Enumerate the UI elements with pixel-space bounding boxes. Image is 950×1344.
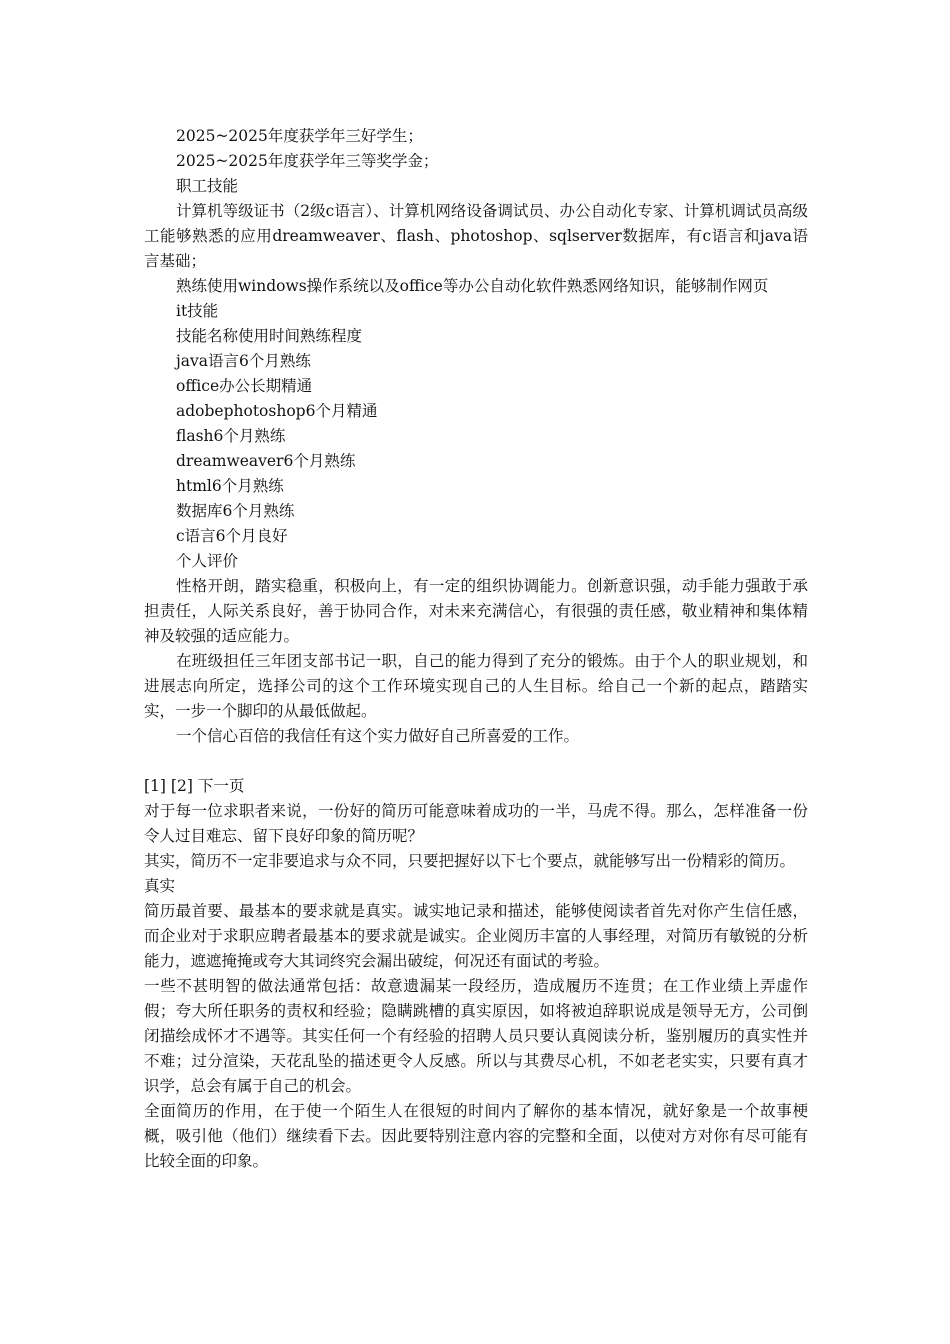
section-heading-skills: 职工技能 [176, 177, 239, 195]
skill-row: adobephotoshop6个月精通 [176, 402, 378, 420]
pagination [144, 774, 808, 799]
skill-row: html6个月熟练 [176, 477, 284, 495]
paragraph-completeness: 全面简历的作用，在于使一个陌生人在很短的时间内了解你的基本情况，就好象是一个故事梗概，吸引他（他们）继续看下去。因此要特别注意内容的完整和全面，以使对方对你有尽可能有比较全面的印象。 [144, 1102, 808, 1170]
skill-row: flash6个月熟练 [176, 427, 286, 445]
paragraph-experience: 在班级担任三年团支部书记一职，自己的能力得到了充分的锻炼。由于个人的职业规划，和进展志向所定，选择公司的这个工作环境实现自己的人生目标。给自己一个新的起点，踏踏实实，一步一个脚印的从最低做起。 [144, 652, 808, 720]
page-2-link[interactable]: [2] [170, 777, 193, 795]
page-1-link[interactable]: [1] [144, 777, 166, 795]
spacer [144, 749, 808, 774]
skills-table-header: 技能名称使用时间熟练程度 [176, 327, 363, 345]
skill-row: office办公长期精通 [176, 377, 313, 395]
paragraph-intro: 对于每一位求职者来说，一份好的简历可能意味着成功的一半，马虎不得。那么，怎样准备一份令人过目难忘、留下良好印象的简历呢？ [144, 802, 808, 845]
paragraph-unwise-practices: 一些不甚明智的做法通常包括：故意遗漏某一段经历，造成履历不连贯；在工作业绩上弄虚作假；夸大所任职务的责权和经验；隐瞒跳槽的真实原因，如将被迫辞职说成是领导无方，公司倒闭描绘成怀才不遇等。其实任何一个有经验的招聘人员只要认真阅读分析，鉴别履历的真实性并不难；过分渲染，天花乱坠的描述更令人反感。所以与其费尽心机，不如老老实实，只要有真才识学，总会有属于自己的机会。 [144, 977, 808, 1095]
section-heading-truth: 真实 [144, 877, 176, 895]
award-line: 2025~2025年度获学年三等奖学金； [176, 152, 439, 170]
skill-row: dreamweaver6个月熟练 [176, 452, 356, 470]
paragraph-seven-points: 其实，简历不一定非要追求与众不同，只要把握好以下七个要点，就能够写出一份精彩的简历。 [144, 852, 796, 870]
skill-row: 数据库6个月熟练 [176, 502, 295, 520]
section-heading-self-evaluation: 个人评价 [176, 552, 239, 570]
section-heading-it-skills: it技能 [176, 302, 219, 320]
paragraph-software: 熟练使用windows操作系统以及office等办公自动化软件熟悉网络知识，能够制作网页 [176, 277, 769, 295]
award-line: 2025~2025年度获学年三好学生； [176, 127, 423, 145]
skill-row: java语言6个月熟练 [176, 352, 311, 370]
next-page-link[interactable]: 下一页 [197, 777, 245, 795]
paragraph-personality: 性格开朗，踏实稳重，积极向上，有一定的组织协调能力。创新意识强，动手能力强敢于承担责任，人际关系良好，善于协同合作，对未来充满信心，有很强的责任感，敬业精神和集体精神及较强的适应能力。 [144, 577, 808, 645]
paragraph-truth: 简历最首要、最基本的要求就是真实。诚实地记录和描述，能够使阅读者首先对你产生信任感，而企业对于求职应聘者最基本的要求就是诚实。企业阅历丰富的人事经理，对简历有敏锐的分析能力，遮遮掩掩或夸大其词终究会漏出破绽，何况还有面试的考验。 [144, 902, 808, 970]
document-body [144, 124, 808, 1174]
paragraph-confidence: 一个信心百倍的我信任有这个实力做好自己所喜爱的工作。 [176, 727, 580, 745]
paragraph-certificates: 计算机等级证书（2级c语言）、计算机网络设备调试员、办公自动化专家、计算机调试员高级工能够熟悉的应用dreamweaver、flash、photoshop、sqlserver数据库，有c语言和java语言基础； [144, 202, 808, 270]
skill-row: c语言6个月良好 [176, 527, 288, 545]
